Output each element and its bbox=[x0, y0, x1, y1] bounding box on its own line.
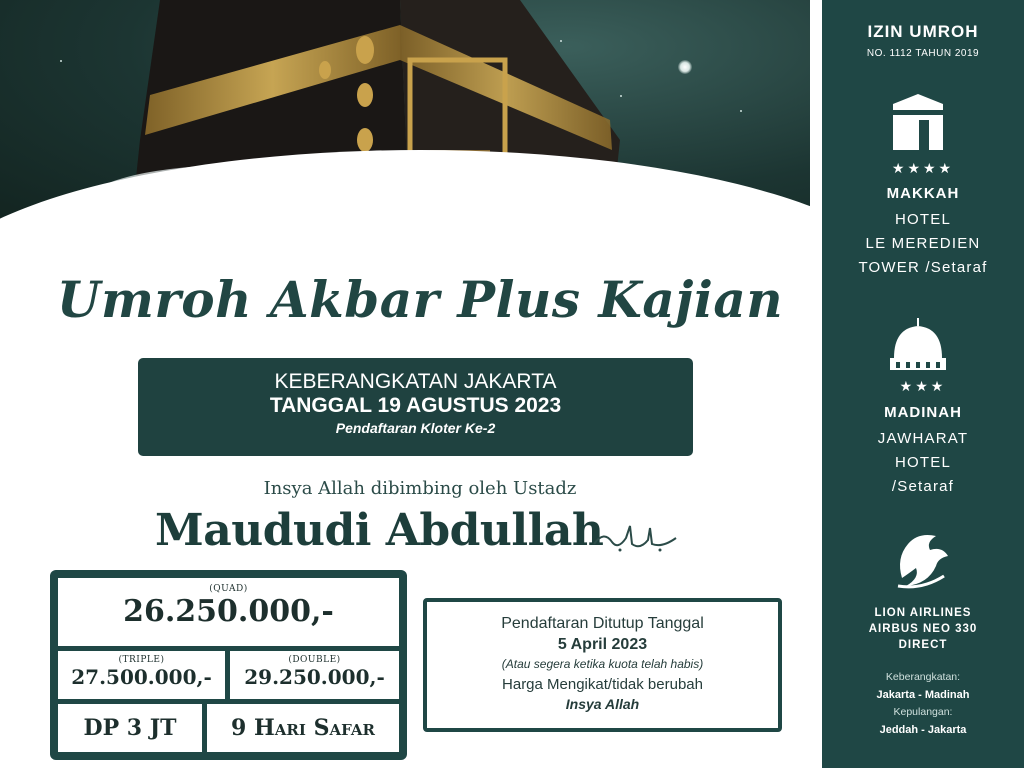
double-price: 29.250.000,- bbox=[244, 665, 385, 689]
hero-image bbox=[0, 0, 810, 235]
madinah-stars: ★★★ bbox=[899, 378, 947, 394]
ustadz-name: Maududi Abdullah bbox=[155, 505, 604, 556]
makkah-city: MAKKAH bbox=[886, 185, 960, 202]
registration-batch: Pendaftaran Kloter Ke-2 bbox=[335, 420, 496, 436]
departure-city: KEBERANGKATAN JAKARTA bbox=[274, 370, 557, 393]
triple-price-cell bbox=[58, 651, 225, 699]
madinah-hotel-line3: /Setaraf bbox=[891, 478, 955, 495]
permit-title: IZIN UMROH bbox=[867, 22, 979, 41]
makkah-hotel-line1: HOTEL bbox=[894, 211, 951, 228]
trip-duration: 9 Hari Safar bbox=[231, 715, 375, 741]
madinah-hotel-line2: HOTEL bbox=[894, 454, 951, 471]
makkah-hotel-line3: TOWER /Setaraf bbox=[858, 259, 988, 276]
return-label: Kepulangan: bbox=[893, 706, 953, 718]
departure-label: Keberangkatan: bbox=[885, 671, 961, 683]
price-table bbox=[50, 570, 407, 760]
quota-note: (Atau segera ketika kuota telah habis) bbox=[501, 657, 704, 671]
quad-price-cell bbox=[58, 578, 399, 646]
quad-price: 26.250.000,- bbox=[123, 594, 334, 629]
double-label: (DOUBLE) bbox=[288, 655, 341, 665]
mosque-dome-icon bbox=[888, 318, 948, 372]
insya-allah: Insya Allah bbox=[565, 696, 640, 712]
dp-cell bbox=[58, 704, 202, 752]
madinah-hotel-line1: JAWHARAT bbox=[877, 430, 969, 447]
guidance-intro: Insya Allah dibimbing oleh Ustadz bbox=[263, 478, 577, 499]
lion-air-logo-icon bbox=[892, 528, 952, 592]
departure-date: TANGGAL 19 AGUSTUS 2023 bbox=[269, 394, 562, 417]
airline-direct: DIRECT bbox=[898, 639, 948, 651]
double-price-cell bbox=[230, 651, 399, 699]
price-fixed-note: Harga Mengikat/tidak berubah bbox=[502, 676, 703, 693]
madinah-city: MADINAH bbox=[884, 404, 962, 421]
departure-route: Jakarta - Madinah bbox=[876, 689, 970, 701]
kaaba-icon bbox=[889, 92, 947, 154]
departure-banner bbox=[138, 358, 693, 456]
closing-label: Pendaftaran Ditutup Tanggal bbox=[501, 615, 704, 632]
page-title: Umroh Akbar Plus Kajian bbox=[56, 270, 784, 329]
panel-divider bbox=[811, 0, 822, 768]
makkah-stars: ★★★★ bbox=[891, 160, 955, 176]
triple-label: (TRIPLE) bbox=[118, 655, 165, 665]
makkah-hotel-line2: LE MEREDIEN bbox=[865, 235, 981, 252]
registration-closing-box bbox=[423, 598, 782, 732]
permit-number: NO. 1112 TAHUN 2019 bbox=[866, 48, 980, 59]
return-route: Jeddah - Jakarta bbox=[879, 724, 967, 736]
quad-label: (QUAD) bbox=[209, 584, 248, 594]
info-sidebar bbox=[822, 0, 1024, 768]
duration-cell bbox=[207, 704, 399, 752]
triple-price: 27.500.000,- bbox=[71, 665, 212, 689]
airline-name: LION AIRLINES bbox=[874, 607, 972, 619]
down-payment: DP 3 JT bbox=[83, 715, 177, 741]
airline-aircraft: AIRBUS NEO 330 bbox=[868, 623, 978, 635]
closing-date: 5 April 2023 bbox=[557, 636, 648, 653]
arabic-honorific-calligraphy bbox=[590, 520, 680, 554]
